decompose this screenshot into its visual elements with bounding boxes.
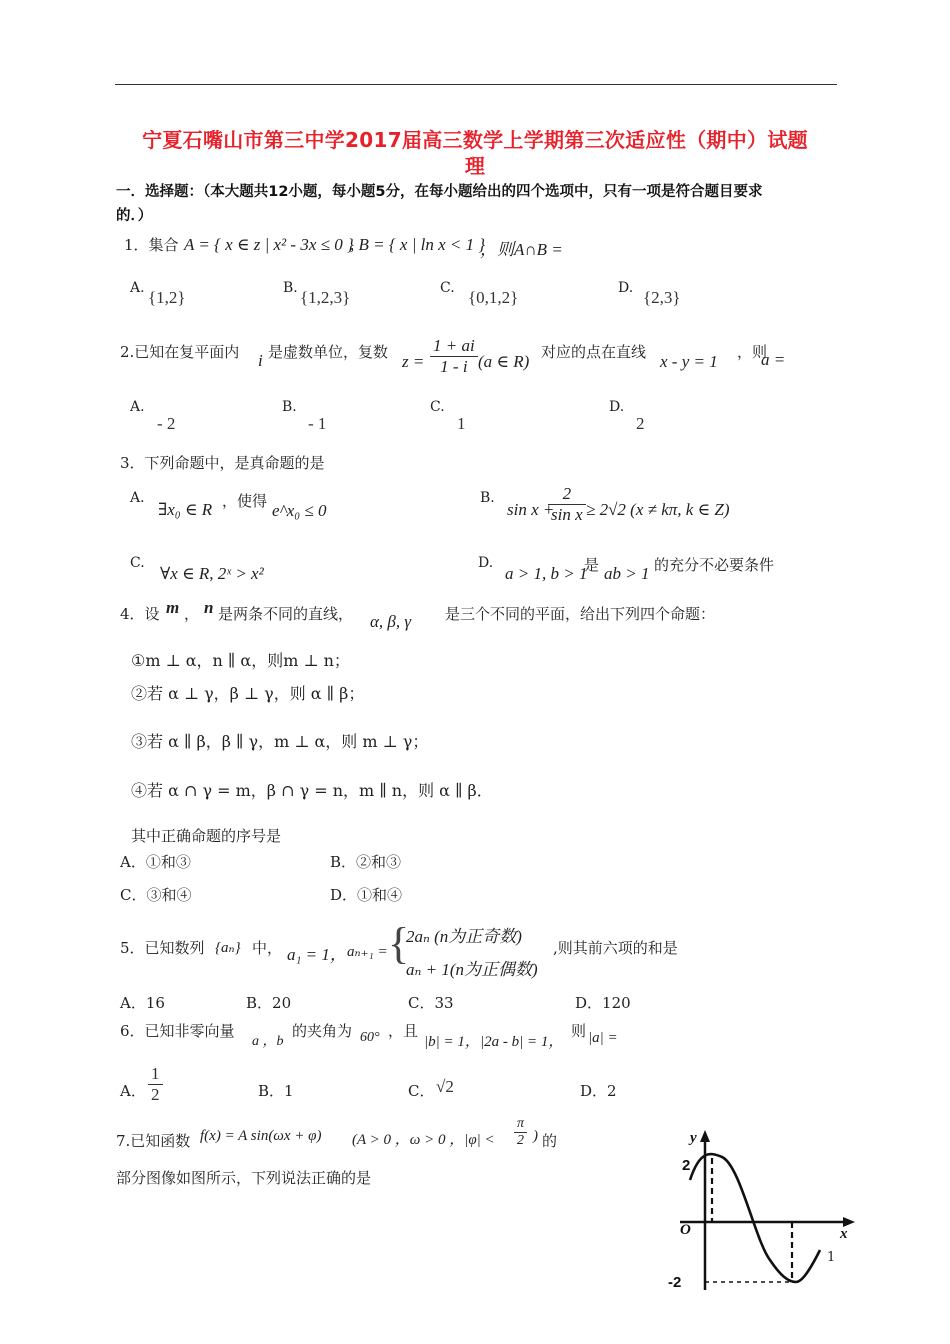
- q4-sep: ，: [184, 605, 200, 623]
- q5-option-b-letter: B．: [246, 994, 273, 1012]
- q5-a1: a₁ = 1，: [287, 945, 347, 964]
- q2-option-a-letter: A.: [130, 399, 145, 415]
- q2-option-a-value: - 2: [157, 414, 176, 433]
- graph-y-bottom-label: -2: [668, 1274, 682, 1291]
- q5-tail: ,则其前六项的和是: [553, 939, 678, 957]
- q6-ask: |a| =: [588, 1030, 618, 1046]
- q4-m: m: [166, 598, 180, 617]
- q3-option-b-letter: B.: [480, 490, 495, 506]
- q3-option-c-letter: C.: [130, 555, 145, 571]
- q7-pi-fraction: [514, 1116, 527, 1149]
- q2-tail: ，则: [737, 343, 768, 361]
- q1-tail: ，则A∩B =: [480, 240, 563, 259]
- q4-option-a-letter: A．: [120, 853, 146, 871]
- q5-option-c: [408, 992, 454, 1013]
- q4-option-b-letter: B．: [330, 853, 357, 871]
- q7-function-graph: [660, 1130, 860, 1295]
- q2-label: 2.已知在复平面内: [120, 343, 240, 361]
- q7-two: 2: [517, 1133, 524, 1148]
- q2-a-eq: a =: [761, 350, 786, 369]
- page-number: 1: [827, 1250, 836, 1265]
- q2-denominator: 1 - i: [440, 357, 468, 376]
- q5-option-b-value: 20: [272, 994, 292, 1012]
- q2-option-d-letter: D.: [609, 399, 625, 415]
- q5-option-a-letter: A．: [120, 994, 146, 1012]
- q6-mid2: ，且: [388, 1022, 419, 1040]
- q6-tail: 则: [571, 1022, 587, 1040]
- q3-label: 3．下列命题中，是真命题的是: [120, 454, 325, 472]
- q6-option-a-fraction: [148, 1064, 163, 1105]
- q7-function: f(x) = A sin(ωx + φ): [200, 1128, 322, 1144]
- q4-planes: α, β, γ: [370, 612, 412, 631]
- q5-option-a: [120, 992, 165, 1013]
- q5-option-a-value: 16: [145, 994, 165, 1012]
- q2-option-c-value: 1: [457, 414, 466, 433]
- q3-option-a-letter: A.: [130, 490, 145, 506]
- q6-option-c-value: √2: [436, 1077, 454, 1096]
- q6-condition-2: |2a - b| = 1，: [480, 1034, 564, 1050]
- q4-option-c: [120, 884, 192, 905]
- q6-option-b: [258, 1080, 294, 1101]
- q4-option-b-value: ②和③: [356, 853, 402, 871]
- q6-option-a-letter: A．: [120, 1082, 146, 1100]
- q5-case-2: aₙ + 1(n为正偶数): [406, 960, 538, 979]
- q3-option-d-expr: a > 1, b > 1: [505, 564, 588, 583]
- q6-condition-1: |b| = 1，: [424, 1034, 480, 1050]
- section-heading: 一．选择题：（本大题共12小题，每小题5分，在每小题给出的四个选项中，只有一项是符合题目要求: [116, 184, 763, 200]
- q6-label: 6．已知非零向量: [120, 1022, 235, 1040]
- q4-mid: 是两条不同的直线，: [218, 605, 354, 623]
- q4-option-b: [330, 851, 401, 872]
- q1-option-a-letter: A.: [130, 280, 145, 296]
- q5-brace: {: [388, 919, 410, 968]
- q1-option-c-letter: C.: [440, 280, 455, 296]
- q5-option-c-value: 33: [434, 994, 454, 1012]
- graph-y-label: y: [690, 1130, 697, 1146]
- graph-sine-curve: [690, 1154, 820, 1282]
- q4-proposition-1: ①m ⊥ α，n ∥ α，则m ⊥ n；: [131, 651, 350, 670]
- q1-option-a-value: {1,2}: [148, 288, 186, 307]
- q7-line2: 部分图像如图所示，下列说法正确的是: [116, 1169, 372, 1187]
- q6-a-numerator: 1: [148, 1064, 163, 1085]
- q4-option-a-value: ①和③: [145, 853, 191, 871]
- q7-label: 7.已知函数: [116, 1132, 191, 1150]
- q6-vectors: a ，b: [252, 1034, 284, 1049]
- q4-label: 4．设: [120, 605, 160, 623]
- q3-option-d-letter: D.: [478, 555, 494, 571]
- q5-option-d-letter: D．: [575, 994, 603, 1012]
- q2-mid: 是虚数单位，复数: [268, 343, 389, 361]
- q5-recurrence: aₙ₊₁ =: [347, 944, 388, 960]
- page-title: 宁夏石嘴山市第三中学2017届高三数学上学期第三次适应性（期中）试题: [142, 128, 808, 152]
- q6-angle: 60°: [360, 1030, 380, 1045]
- q2-i-var: i: [258, 351, 263, 370]
- q6-option-b-letter: B．: [258, 1082, 285, 1100]
- header-rule: [115, 84, 837, 85]
- q2-option-d-value: 2: [636, 414, 645, 433]
- q7-condition: (A > 0 ，ω > 0 ，|φ| <: [352, 1132, 495, 1148]
- q7-pi: π: [514, 1116, 527, 1133]
- graph-y-arrow: [700, 1130, 710, 1142]
- q3-option-d-mid: 是: [584, 556, 600, 574]
- q2-option-b-value: - 1: [308, 414, 327, 433]
- graph-origin-label: O: [680, 1222, 691, 1238]
- q3-option-a-expr2: e^x₀ ≤ 0: [272, 501, 327, 520]
- q1-set-a: A = { x ∈ z | x² - 3x ≤ 0 }: [184, 235, 354, 254]
- q4-proposition-3: ③若 α ∥ β，β ∥ γ，m ⊥ α，则 m ⊥ γ；: [131, 732, 429, 751]
- section-heading-line2: 的．）: [116, 208, 153, 224]
- q3-option-a-expr: ∃x₀ ∈ R: [158, 500, 213, 519]
- q3-option-c-expr: ∀x ∈ R, 2ˣ > x²: [160, 564, 264, 583]
- q3-b-denominator: sin x: [551, 505, 583, 524]
- q6-a-denominator: 2: [151, 1085, 160, 1104]
- q6-mid: 的夹角为: [292, 1022, 353, 1040]
- q5-option-d-value: 120: [602, 994, 631, 1012]
- q4-option-c-value: ③和④: [146, 886, 192, 904]
- q4-option-c-letter: C．: [120, 886, 147, 904]
- q4-option-d-value: ①和④: [357, 886, 403, 904]
- q4-n: n: [204, 598, 214, 617]
- q7-close: ): [533, 1128, 538, 1144]
- q1-option-d-value: {2,3}: [643, 288, 681, 307]
- q5-option-c-letter: C．: [408, 994, 435, 1012]
- q2-condition: (a ∈ R): [478, 352, 530, 371]
- q4-proposition-4: ④若 α ∩ γ = m，β ∩ γ = n，m ∥ n，则 α ∥ β．: [131, 781, 493, 800]
- q4-proposition-2: ②若 α ⊥ γ，β ⊥ γ，则 α ∥ β；: [131, 684, 365, 703]
- q3-option-d-expr2: ab > 1: [604, 564, 650, 583]
- q5-label: 5．已知数列: [120, 939, 205, 957]
- q3-option-b-fraction: [548, 484, 586, 525]
- q6-option-d-letter: D．: [580, 1082, 608, 1100]
- graph-y-top-label: 2: [682, 1157, 691, 1174]
- q2-mid2: 对应的点在直线: [541, 343, 647, 361]
- q1-option-b-letter: B.: [283, 280, 298, 296]
- q1-option-d-letter: D.: [618, 280, 634, 296]
- q3-b-numerator: 2: [548, 484, 586, 505]
- q2-option-c-letter: C.: [430, 399, 445, 415]
- q6-option-b-value: 1: [284, 1082, 294, 1100]
- q1-option-b-value: {1,2,3}: [300, 288, 351, 307]
- q1-option-c-value: {0,1,2}: [468, 288, 519, 307]
- q4-tail: 是三个不同的平面，给出下列四个命题：: [445, 605, 716, 623]
- q4-question: 其中正确命题的序号是: [131, 827, 282, 845]
- q5-case-1: 2aₙ (n为正奇数): [406, 927, 522, 946]
- q3-option-b-pre: sin x +: [507, 500, 555, 519]
- q1-set-b: , B = { x | ln x < 1 }: [350, 235, 486, 254]
- q6-option-d: [580, 1080, 617, 1101]
- q2-option-b-letter: B.: [282, 399, 297, 415]
- q3-option-d-tail: 的充分不必要条件: [654, 556, 775, 574]
- q4-option-a: [120, 851, 191, 872]
- q5-option-b: [246, 992, 291, 1013]
- q6-option-c-letter: C．: [408, 1082, 435, 1100]
- q4-option-d-letter: D．: [330, 886, 358, 904]
- q7-tail: 的: [542, 1132, 558, 1150]
- q2-line: x - y = 1: [660, 352, 718, 371]
- q5-mid: 中，: [252, 939, 283, 957]
- q4-option-d: [330, 884, 402, 905]
- q1-label: 1．集合: [124, 236, 179, 254]
- q3-option-a-mid: ，使得: [222, 492, 268, 510]
- q3-option-b-post: ≥ 2√2 (x ≠ kπ, k ∈ Z): [586, 500, 730, 519]
- page-title-line2: 理: [464, 154, 486, 178]
- q2-z-eq: z =: [402, 352, 425, 371]
- q6-option-d-value: 2: [607, 1082, 617, 1100]
- graph-x-label: x: [840, 1226, 848, 1242]
- q5-option-d: [575, 992, 631, 1013]
- q2-fraction: [430, 336, 478, 377]
- q5-sequence: {aₙ}: [215, 940, 241, 956]
- q2-numerator: 1 + ai: [430, 336, 478, 357]
